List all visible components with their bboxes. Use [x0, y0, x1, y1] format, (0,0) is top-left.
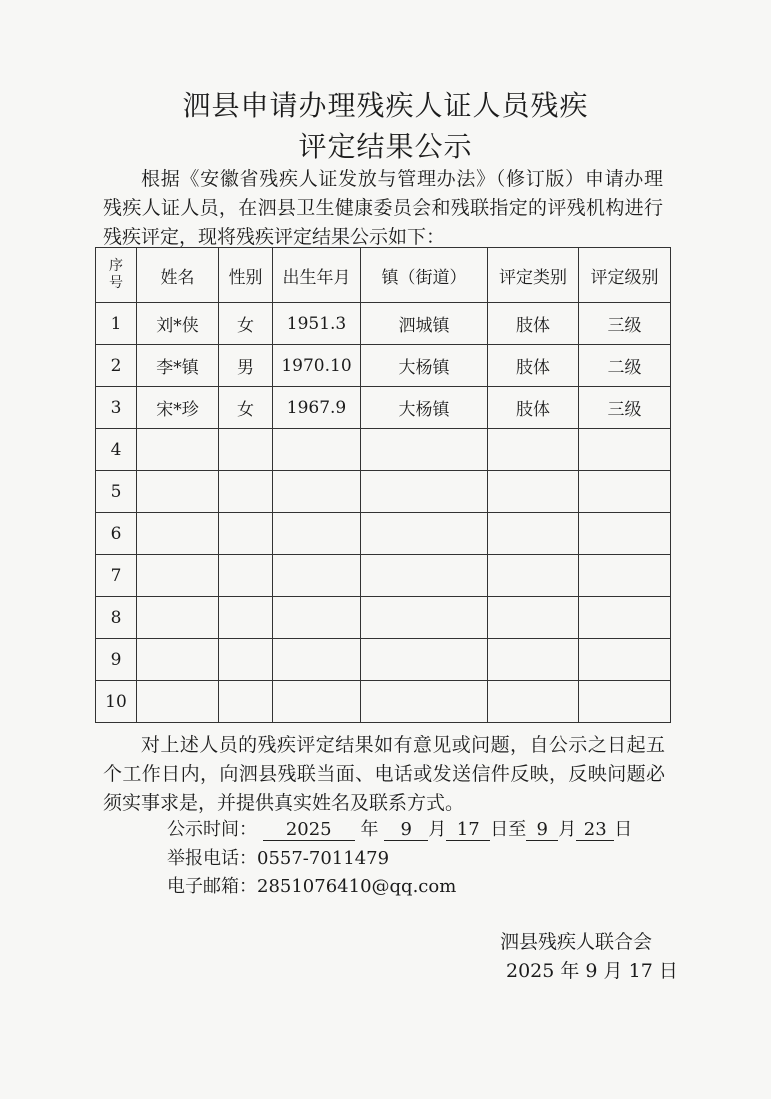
cell-gender: 女 — [219, 387, 273, 429]
publicity-year: 2025 — [263, 820, 355, 841]
cell-town: 大杨镇 — [361, 345, 488, 387]
header-birth: 出生年月 — [273, 248, 361, 303]
cell-category: 肢体 — [488, 345, 579, 387]
cell-town — [361, 555, 488, 597]
table-row — [96, 429, 671, 471]
day-unit: 日 — [614, 819, 633, 840]
cell-level — [579, 681, 671, 723]
cell-seq: 4 — [96, 429, 137, 471]
cell-gender — [219, 597, 273, 639]
publicity-end-month: 9 — [526, 820, 558, 841]
cell-gender — [219, 639, 273, 681]
result-table — [95, 247, 671, 723]
cell-town — [361, 639, 488, 681]
cell-town — [361, 597, 488, 639]
header-level: 评定级别 — [579, 248, 671, 303]
phone-label: 举报电话： — [167, 848, 257, 869]
phone-value: 0557-7011479 — [257, 848, 390, 869]
cell-category — [488, 429, 579, 471]
cell-gender — [219, 429, 273, 471]
title-line-1: 泗县申请办理残疾人证人员残疾 — [182, 89, 589, 122]
cell-name — [137, 429, 219, 471]
table-row — [96, 513, 671, 555]
signature-org: 泗县残疾人联合会 — [500, 931, 653, 953]
cell-category — [488, 681, 579, 723]
cell-seq: 2 — [96, 345, 137, 387]
email-label: 电子邮箱： — [167, 876, 257, 897]
publicity-start-day: 17 — [446, 820, 490, 841]
cell-birth — [273, 555, 361, 597]
cell-seq: 7 — [96, 555, 137, 597]
table-row — [96, 639, 671, 681]
cell-town — [361, 513, 488, 555]
cell-seq: 1 — [96, 303, 137, 345]
note-paragraph: 对上述人员的残疾评定结果如有意见或问题，自公示之日起五个工作日内，向泗县残联当面、电话或发送信件反映，反映问题必须实事求是，并提供真实姓名及联系方式。 — [103, 734, 665, 814]
cell-town: 泗城镇 — [361, 303, 488, 345]
cell-town: 大杨镇 — [361, 387, 488, 429]
header-gender: 性别 — [219, 248, 273, 303]
cell-level: 三级 — [579, 303, 671, 345]
cell-name — [137, 639, 219, 681]
cell-gender — [219, 681, 273, 723]
month-unit-1: 月 — [428, 819, 447, 840]
intro-paragraph: 根据《安徽省残疾人证发放与管理办法》（修订版）申请办理残疾人证人员，在泗县卫生健康委员会和残联指定的评残机构进行残疾评定，现将残疾评定结果公示如下： — [103, 168, 663, 248]
cell-gender: 女 — [219, 303, 273, 345]
signature-date: 2025 年 9 月 17 日 — [506, 960, 678, 982]
title-line-2: 评定结果公示 — [298, 130, 473, 163]
cell-birth — [273, 429, 361, 471]
cell-birth: 1970.10 — [273, 345, 361, 387]
cell-category — [488, 513, 579, 555]
cell-town — [361, 429, 488, 471]
cell-name — [137, 555, 219, 597]
cell-birth — [273, 513, 361, 555]
publicity-end-day: 23 — [576, 820, 614, 841]
cell-town — [361, 681, 488, 723]
cell-level — [579, 429, 671, 471]
cell-level — [579, 471, 671, 513]
table-row — [96, 345, 671, 387]
cell-name — [137, 513, 219, 555]
table-row — [96, 303, 671, 345]
header-seq — [96, 248, 137, 303]
cell-seq: 10 — [96, 681, 137, 723]
cell-name — [137, 597, 219, 639]
cell-birth — [273, 681, 361, 723]
header-seq-bottom: 号 — [109, 275, 123, 291]
cell-level — [579, 597, 671, 639]
table-header-row — [96, 248, 671, 303]
cell-seq: 3 — [96, 387, 137, 429]
month-unit-2: 月 — [558, 819, 577, 840]
table-row — [96, 555, 671, 597]
cell-seq: 8 — [96, 597, 137, 639]
cell-category — [488, 471, 579, 513]
cell-category — [488, 639, 579, 681]
cell-category — [488, 555, 579, 597]
cell-birth: 1967.9 — [273, 387, 361, 429]
to-text: 日至 — [490, 819, 527, 840]
cell-seq: 9 — [96, 639, 137, 681]
cell-level: 三级 — [579, 387, 671, 429]
cell-gender — [219, 471, 273, 513]
table-row — [96, 471, 671, 513]
cell-level — [579, 555, 671, 597]
cell-category — [488, 597, 579, 639]
publicity-label: 公示时间： — [167, 819, 257, 840]
cell-birth: 1951.3 — [273, 303, 361, 345]
cell-seq: 6 — [96, 513, 137, 555]
header-seq-top: 序 — [109, 258, 123, 274]
table-row — [96, 681, 671, 723]
header-name: 姓名 — [137, 248, 219, 303]
header-town: 镇（街道） — [361, 248, 488, 303]
cell-birth — [273, 597, 361, 639]
cell-name — [137, 681, 219, 723]
header-category: 评定类别 — [488, 248, 579, 303]
cell-gender: 男 — [219, 345, 273, 387]
cell-birth — [273, 639, 361, 681]
phone-line — [167, 844, 389, 870]
cell-name: 宋*珍 — [137, 387, 219, 429]
publicity-start-month: 9 — [384, 820, 428, 841]
email-line — [167, 872, 456, 898]
cell-level: 二级 — [579, 345, 671, 387]
cell-town — [361, 471, 488, 513]
email-value: 2851076410@qq.com — [257, 876, 457, 897]
cell-gender — [219, 513, 273, 555]
publicity-time-line — [167, 815, 632, 841]
cell-name: 刘*侠 — [137, 303, 219, 345]
cell-level — [579, 513, 671, 555]
cell-name: 李*镇 — [137, 345, 219, 387]
cell-gender — [219, 555, 273, 597]
cell-seq: 5 — [96, 471, 137, 513]
cell-birth — [273, 471, 361, 513]
table-row — [96, 387, 671, 429]
year-unit: 年 — [360, 819, 379, 840]
cell-category: 肢体 — [488, 387, 579, 429]
cell-name — [137, 471, 219, 513]
cell-level — [579, 639, 671, 681]
cell-category: 肢体 — [488, 303, 579, 345]
table-row — [96, 597, 671, 639]
